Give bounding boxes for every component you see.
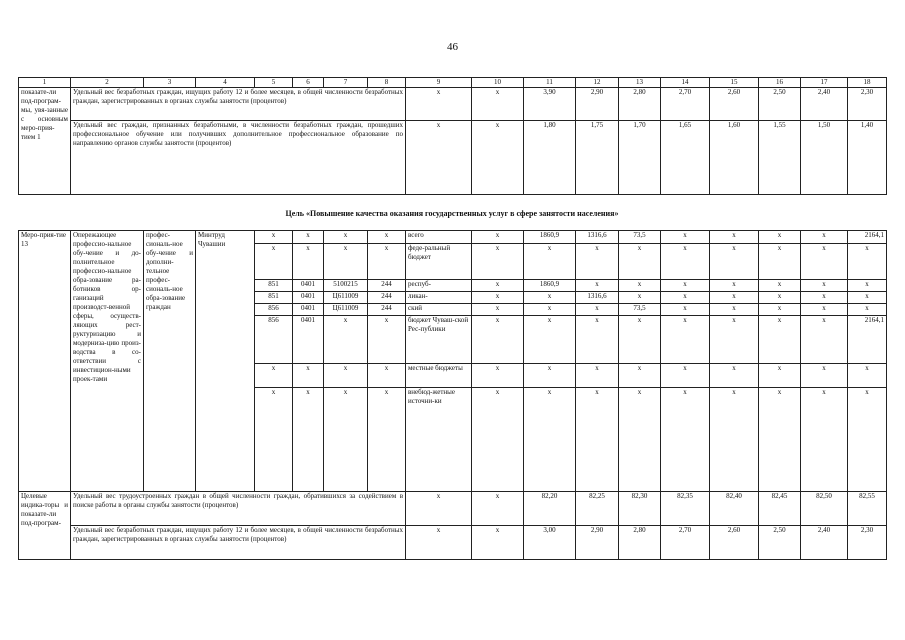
source-cell: местные бюджеты bbox=[406, 364, 472, 388]
value-cell: x bbox=[661, 231, 710, 244]
value-cell: 2,40 bbox=[801, 88, 848, 121]
value-cell: x bbox=[710, 292, 759, 304]
value-cell: x bbox=[524, 364, 576, 388]
block-label: показате-ли под-програм-мы, увя-занные с основным меро-прия-тием 1 bbox=[19, 88, 71, 195]
value-cell: x bbox=[576, 364, 619, 388]
code-cell: x bbox=[255, 244, 293, 280]
value-cell: x bbox=[619, 280, 661, 292]
measure-result: профес-сиональ-ное обу-чение и дополни-тельное профес-сиональ-ное обра-зование граждан bbox=[144, 231, 196, 492]
value-cell: x bbox=[661, 364, 710, 388]
value-cell: x bbox=[661, 244, 710, 280]
code-cell: 0401 bbox=[293, 304, 324, 316]
header-cell: 6 bbox=[293, 78, 324, 88]
value-cell: 2164,1 bbox=[848, 231, 887, 244]
source-cell: ский bbox=[406, 304, 472, 316]
code-cell: 5100215 bbox=[324, 280, 368, 292]
header-cell: 11 bbox=[524, 78, 576, 88]
value-cell: 73,5 bbox=[619, 231, 661, 244]
value-cell: x bbox=[472, 316, 524, 364]
value-cell: x bbox=[661, 280, 710, 292]
header-cell: 17 bbox=[801, 78, 848, 88]
code-cell: 851 bbox=[255, 292, 293, 304]
code-cell: x bbox=[293, 364, 324, 388]
code-cell: 856 bbox=[255, 304, 293, 316]
header-cell: 12 bbox=[576, 78, 619, 88]
code-cell: x bbox=[368, 388, 406, 492]
indicator-text: Удельный вес безработных граждан, ищущих работу 12 и более месяцев, в общей численности безработных граждан, зарегистрированных в органах службы занятости (процентов) bbox=[71, 526, 406, 560]
value-cell: x bbox=[759, 280, 801, 292]
code-cell: x bbox=[368, 244, 406, 280]
source-cell: внебюд-жетные источни-ки bbox=[406, 388, 472, 492]
value-cell: 1,70 bbox=[619, 121, 661, 195]
indicator-text: Удельный вес безработных граждан, ищущих работу 12 и более месяцев, в общей численности безработных граждан, зарегистрированных в органах службы занятости (процентов) bbox=[71, 88, 406, 121]
code-cell: 0401 bbox=[293, 292, 324, 304]
indicator-text: Удельный вес трудоустроенных граждан в общей численности граждан, обратившихся за содействием в поиске работы в органы службы занятости (процентов) bbox=[71, 492, 406, 526]
value-cell: x bbox=[619, 292, 661, 304]
value-cell: x bbox=[406, 526, 472, 560]
source-cell: респуб- bbox=[406, 280, 472, 292]
value-cell: x bbox=[759, 244, 801, 280]
value-cell: x bbox=[472, 304, 524, 316]
value-cell: x bbox=[801, 316, 848, 364]
value-cell: x bbox=[472, 88, 524, 121]
value-cell: x bbox=[472, 292, 524, 304]
value-cell: x bbox=[848, 388, 887, 492]
header-cell: 8 bbox=[368, 78, 406, 88]
code-cell: x bbox=[324, 231, 368, 244]
value-cell: 2,70 bbox=[661, 526, 710, 560]
value-cell: x bbox=[472, 526, 524, 560]
value-cell: x bbox=[472, 388, 524, 492]
value-cell: x bbox=[848, 304, 887, 316]
value-cell: 1316,6 bbox=[576, 292, 619, 304]
value-cell: x bbox=[472, 231, 524, 244]
header-cell: 13 bbox=[619, 78, 661, 88]
value-cell: 1,80 bbox=[524, 121, 576, 195]
code-cell: 244 bbox=[368, 292, 406, 304]
value-cell: x bbox=[619, 316, 661, 364]
value-cell: x bbox=[759, 364, 801, 388]
header-cell: 3 bbox=[144, 78, 196, 88]
code-cell: 0401 bbox=[293, 316, 324, 364]
value-cell: x bbox=[406, 492, 472, 526]
value-cell: 2,40 bbox=[801, 526, 848, 560]
value-cell: x bbox=[710, 280, 759, 292]
header-cell: 9 bbox=[406, 78, 472, 88]
value-cell: 82,25 bbox=[576, 492, 619, 526]
value-cell: x bbox=[524, 316, 576, 364]
value-cell: x bbox=[576, 244, 619, 280]
header-cell: 7 bbox=[324, 78, 368, 88]
value-cell: x bbox=[710, 364, 759, 388]
value-cell: 1,60 bbox=[710, 121, 759, 195]
value-cell: x bbox=[472, 121, 524, 195]
value-cell: 1,50 bbox=[801, 121, 848, 195]
table-row bbox=[19, 231, 887, 244]
header-cell: 16 bbox=[759, 78, 801, 88]
value-cell: 1860,9 bbox=[524, 280, 576, 292]
value-cell: 1860,9 bbox=[524, 231, 576, 244]
value-cell: 1,55 bbox=[759, 121, 801, 195]
measure-label: Меро-прия-тие 13 bbox=[19, 231, 71, 492]
code-cell: x bbox=[293, 244, 324, 280]
header-cell: 4 bbox=[196, 78, 255, 88]
value-cell: x bbox=[661, 316, 710, 364]
value-cell: x bbox=[576, 280, 619, 292]
value-cell: 82,35 bbox=[661, 492, 710, 526]
code-cell: Ц611009 bbox=[324, 304, 368, 316]
code-cell: x bbox=[368, 231, 406, 244]
value-cell: x bbox=[576, 316, 619, 364]
code-cell: x bbox=[255, 231, 293, 244]
goal-title: Цель «Повышение качества оказания государственных услуг в сфере занятости населения» bbox=[285, 209, 619, 218]
source-cell: всего bbox=[406, 231, 472, 244]
value-cell: 2,30 bbox=[848, 88, 887, 121]
value-cell: 2,80 bbox=[619, 88, 661, 121]
page-number: 46 bbox=[447, 41, 458, 53]
source-cell: феде-ральный бюджет bbox=[406, 244, 472, 280]
code-cell: x bbox=[324, 388, 368, 492]
value-cell: x bbox=[801, 231, 848, 244]
value-cell: 2164,1 bbox=[848, 316, 887, 364]
header-cell: 1 bbox=[19, 78, 71, 88]
value-cell: 1316,6 bbox=[576, 231, 619, 244]
value-cell: 82,40 bbox=[710, 492, 759, 526]
value-cell: 3,00 bbox=[524, 526, 576, 560]
value-cell: x bbox=[524, 388, 576, 492]
value-cell: x bbox=[848, 244, 887, 280]
value-cell: 2,60 bbox=[710, 526, 759, 560]
value-cell: 2,80 bbox=[619, 526, 661, 560]
header-cell: 10 bbox=[472, 78, 524, 88]
value-cell: x bbox=[710, 316, 759, 364]
value-cell: 2,90 bbox=[576, 88, 619, 121]
value-cell: 2,90 bbox=[576, 526, 619, 560]
code-cell: 244 bbox=[368, 304, 406, 316]
code-cell: 856 bbox=[255, 316, 293, 364]
value-cell: x bbox=[759, 292, 801, 304]
value-cell: x bbox=[406, 121, 472, 195]
value-cell: x bbox=[619, 244, 661, 280]
value-cell: x bbox=[661, 292, 710, 304]
top-table bbox=[18, 77, 887, 195]
value-cell: x bbox=[759, 304, 801, 316]
value-cell: 1,75 bbox=[576, 121, 619, 195]
header-cell: 5 bbox=[255, 78, 293, 88]
value-cell: x bbox=[619, 364, 661, 388]
value-cell: x bbox=[801, 292, 848, 304]
code-cell: x bbox=[324, 316, 368, 364]
value-cell: x bbox=[524, 304, 576, 316]
value-cell: 2,60 bbox=[710, 88, 759, 121]
value-cell: 82,20 bbox=[524, 492, 576, 526]
code-cell: x bbox=[368, 316, 406, 364]
code-cell: x bbox=[324, 364, 368, 388]
value-cell: x bbox=[710, 231, 759, 244]
table-row bbox=[19, 492, 887, 526]
table-row bbox=[19, 526, 887, 560]
value-cell: x bbox=[801, 244, 848, 280]
value-cell: x bbox=[524, 244, 576, 280]
code-cell: x bbox=[368, 364, 406, 388]
header-cell: 15 bbox=[710, 78, 759, 88]
value-cell: x bbox=[472, 280, 524, 292]
value-cell: x bbox=[406, 88, 472, 121]
code-cell: x bbox=[324, 244, 368, 280]
code-cell: x bbox=[255, 364, 293, 388]
value-cell: x bbox=[472, 244, 524, 280]
code-cell: x bbox=[293, 388, 324, 492]
value-cell: x bbox=[759, 316, 801, 364]
value-cell: x bbox=[759, 388, 801, 492]
value-cell: x bbox=[848, 292, 887, 304]
value-cell: 82,45 bbox=[759, 492, 801, 526]
value-cell: x bbox=[710, 304, 759, 316]
value-cell: 1,65 bbox=[661, 121, 710, 195]
value-cell: x bbox=[619, 388, 661, 492]
value-cell: x bbox=[759, 231, 801, 244]
value-cell: x bbox=[801, 280, 848, 292]
header-cell: 2 bbox=[71, 78, 144, 88]
value-cell: 2,30 bbox=[848, 526, 887, 560]
block-label: Целевые индика-торы и показате-ли под-програм- bbox=[19, 492, 71, 560]
value-cell: 82,50 bbox=[801, 492, 848, 526]
value-cell: x bbox=[801, 364, 848, 388]
value-cell: x bbox=[472, 364, 524, 388]
measure-name: Опережающее профессио-нальное обу-чение и до-полнительное профессио-нальное обра-зование ра-ботников ор-ганизаций производст-венной сферы, осуществ-ляющих рест-руктуризацию и модерниза-цию произ-водства в со-ответствии с инвестицион-ными проек-тами bbox=[71, 231, 144, 492]
header-cell: 14 bbox=[661, 78, 710, 88]
table-row bbox=[19, 121, 887, 195]
value-cell: x bbox=[576, 304, 619, 316]
code-cell: 244 bbox=[368, 280, 406, 292]
code-cell: x bbox=[293, 231, 324, 244]
value-cell: x bbox=[710, 244, 759, 280]
code-cell: 851 bbox=[255, 280, 293, 292]
value-cell: 2,50 bbox=[759, 526, 801, 560]
value-cell: x bbox=[661, 304, 710, 316]
value-cell: 1,40 bbox=[848, 121, 887, 195]
value-cell: x bbox=[848, 280, 887, 292]
value-cell: 2,50 bbox=[759, 88, 801, 121]
code-cell: x bbox=[255, 388, 293, 492]
value-cell: x bbox=[848, 364, 887, 388]
measure-table bbox=[18, 230, 887, 560]
source-cell: бюджет Чуваш-ской Рес-публики bbox=[406, 316, 472, 364]
value-cell: 2,70 bbox=[661, 88, 710, 121]
measure-executor: Минтруд Чувашии bbox=[196, 231, 255, 492]
code-cell: 0401 bbox=[293, 280, 324, 292]
value-cell: 82,55 bbox=[848, 492, 887, 526]
code-cell: Ц611009 bbox=[324, 292, 368, 304]
source-cell: ликан- bbox=[406, 292, 472, 304]
value-cell: x bbox=[576, 388, 619, 492]
value-cell: x bbox=[661, 388, 710, 492]
header-cell: 18 bbox=[848, 78, 887, 88]
value-cell: 3,90 bbox=[524, 88, 576, 121]
value-cell: x bbox=[710, 388, 759, 492]
value-cell: x bbox=[524, 292, 576, 304]
column-number-row bbox=[19, 78, 887, 88]
value-cell: x bbox=[801, 304, 848, 316]
value-cell: 73,5 bbox=[619, 304, 661, 316]
value-cell: x bbox=[801, 388, 848, 492]
value-cell: x bbox=[472, 492, 524, 526]
indicator-text: Удельный вес граждан, признанных безработными, в численности безработных граждан, прошедших профессиональное обучение или получивших дополнительное профессиональное образование по направлению органов службы занятости (процентов) bbox=[71, 121, 406, 195]
table-row bbox=[19, 88, 887, 121]
value-cell: 82,30 bbox=[619, 492, 661, 526]
